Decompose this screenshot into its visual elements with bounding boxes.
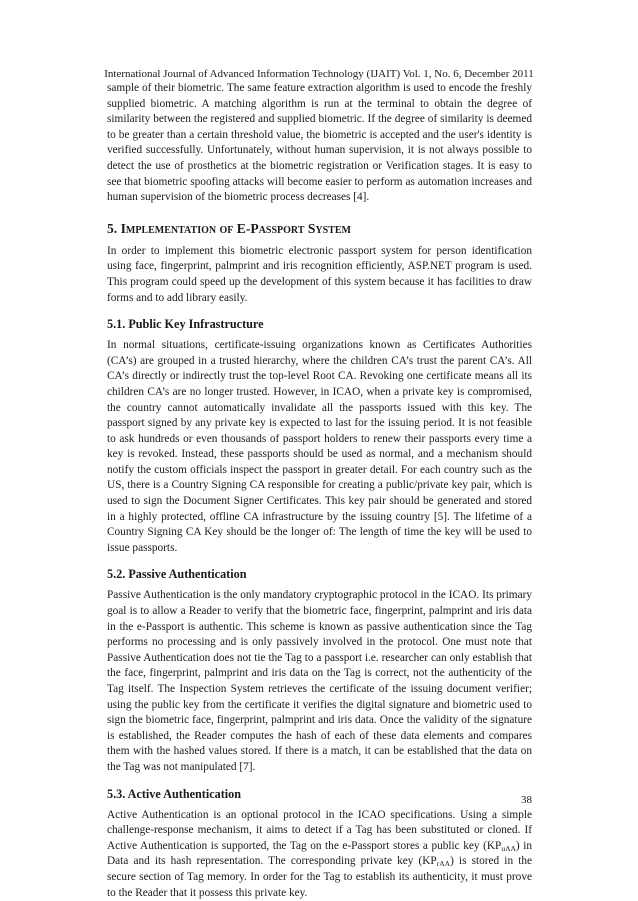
- intro-paragraph: sample of their biometric. The same feature extraction algorithm is used to encode the freshly supplied biometric. A matching algorithm is run at the terminal to obtain the degree of similarity between the registered and supplied biometric. If the degree of similarity is deemed to be greater than a certain threshold value, the biometric is accepted and the user's identity is verified successfully. Unfortunately, without human supervision, it is not always possible to detect the use of prosthetics at the biometric registration or Verification stages. It is easy to see that biometric spoofing attacks will become easier to perform as automation increases and human supervision of the biometric process decreases [4].: [107, 82, 532, 204]
- subsection-5-3-text-1: Active Authentication is an optional protocol in the ICAO specifications. Using a simple challenge-response mechanism, it aims to detect if a Tag has been substituted or cloned. If Active Authentication is supported, the Tag on the e-Passport stores a public key (KP: [107, 808, 532, 852]
- subsection-5-1-heading: 5.1. Public Key Infrastructure: [107, 317, 264, 332]
- subsection-5-3-heading: 5.3. Active Authentication: [107, 786, 242, 801]
- subsection-5-2-heading: 5.2. Passive Authentication: [107, 567, 247, 582]
- section-5-title-part2: E-Passport System: [236, 220, 351, 236]
- running-head: International Journal of Advanced Information Technology (IJAIT) Vol. 1, No. 6, December 2011: [104, 68, 534, 80]
- subsection-5-3-text-3: ) is stored in the secure section of Tag memory. In order for the Tag to establish its authenticity, it must prove to the Reader that it possess this private key.: [107, 855, 533, 899]
- body-column: [107, 81, 532, 901]
- section-5-paragraph: In order to implement this biometric electronic passport system for person identification using face, fingerprint, palmprint and iris recognition efficiently, ASP.NET program is used. This program could speed up the development of this system because it has facilities to draw forms and to add library easily.: [107, 244, 532, 304]
- subsection-5-3-text-2: ) in Data and its hash representation. The corresponding private key (KP: [107, 839, 533, 868]
- subsection-5-2-paragraph: Passive Authentication is the only mandatory cryptographic protocol in the ICAO. Its primary goal is to allow a Reader to verify that the biometric face, fingerprint, palmprint and iris data in the e-Passport is authentic. This scheme is known as passive authentication since the Tag performs no processing and is only passively involved in the protocol. One must note that Passive Authentication does not tie the Tag to a passport i.e. researcher can only establish that the face, fingerprint, palmprint and iris data on the Tag is correct, not the authenticity of the Tag itself. The Inspection System retrieves the certificate of the issuing document verifier; using the public key from the certificate it verifies the digital signature and biometric used to sign the biometric face, fingerprint, palmprint and iris data. Once the validity of the signature is established, the Reader computes the hash of each of these data elements and compares them with the hashed values stored. If there is a match, it can be established that the data on the Tag was not manipulated [7].: [107, 589, 532, 773]
- section-5-number: 5.: [107, 220, 118, 236]
- subscript-uaa: uAA: [501, 843, 516, 853]
- subsection-5-3-paragraph: [107, 808, 532, 901]
- section-5-heading: [107, 220, 532, 237]
- subscript-raa: rAA: [436, 859, 451, 869]
- section-5-title-part1: Implementation of: [120, 220, 237, 236]
- page-number: 38: [521, 794, 532, 806]
- subsection-5-1-paragraph: In normal situations, certificate-issuing organizations known as Certificates Authorities (CA’s) are grouped in a trusted hierarchy, where the children CA’s trust the parent CA’s. All CA’s directly or indirectly trust the top-level Root CA. Revoking one certificate means all its children CA’s are no longer trusted. However, in ICAO, when a private key is compromised, the country cannot automatically invalidate all the passports issued with this key. The passport signed by any private key is expected to last for the issuing period. It is not feasible to ask hundreds or even thousands of passport holders to renew their passports every time a key is revoked. Instead, these passports should be used as normal, and a mechanism should notify the custom officials inspect the passport in greater detail. For each country such as the US, there is a Country Signing CA responsible for creating a public/private key pair, which is used to sign the Document Signer Certificates. This key pair should be generated and stored in a highly protected, offline CA infrastructure by the issuing country [5]. The lifetime of a Country Signing CA Key should be the longer of: The length of time the key will be used to issue passports.: [107, 339, 532, 554]
